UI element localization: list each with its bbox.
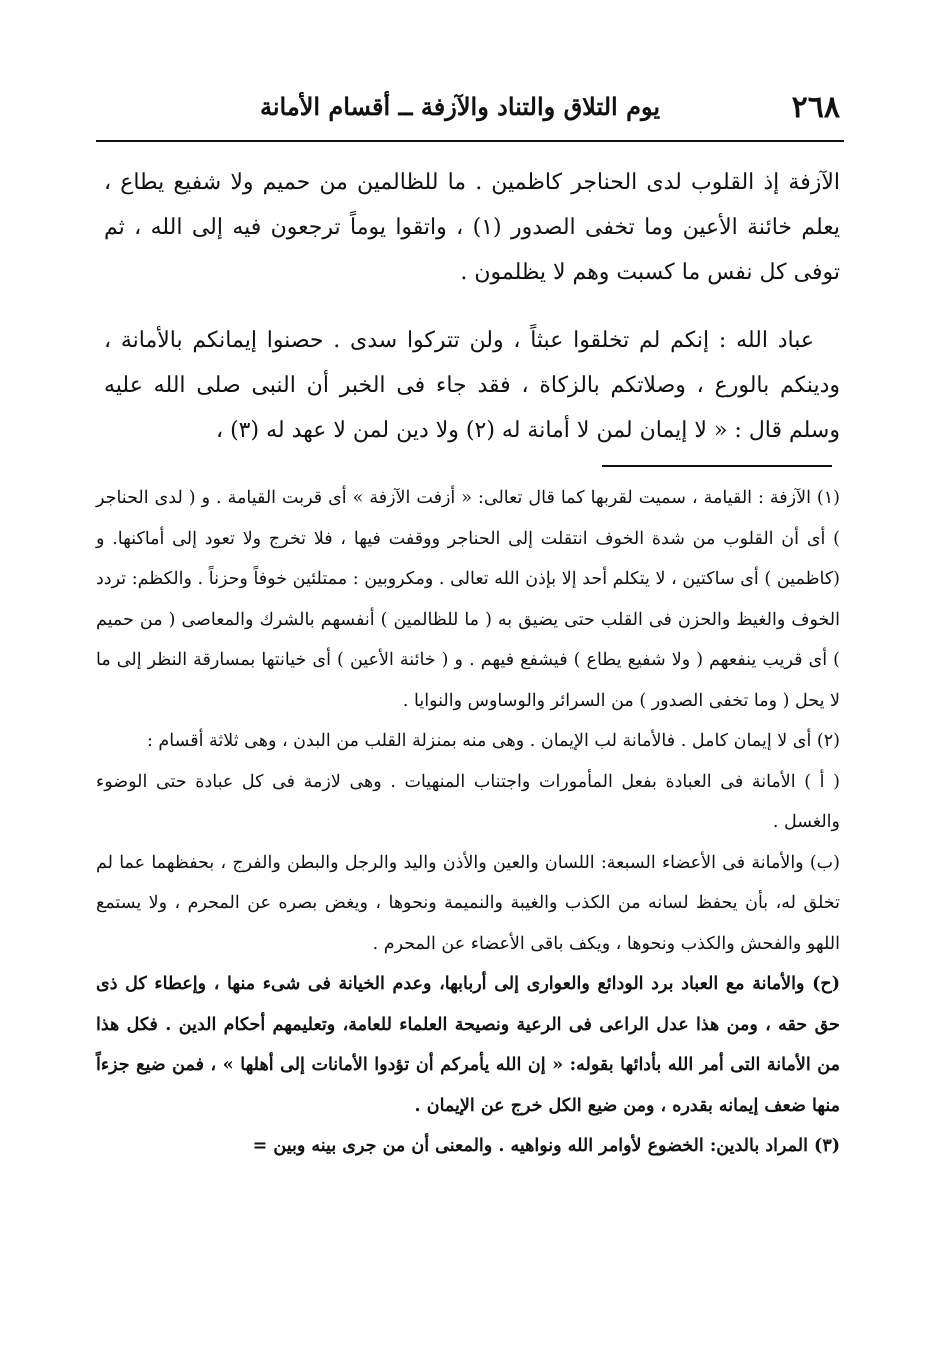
footnote-separator xyxy=(602,465,832,467)
footnotes-section xyxy=(96,478,840,1167)
footnote-2-b: (ب) والأمانة فى الأعضاء السبعة: اللسان والعين والأذن واليد والرجل والبطن والفرج ، بحفظهما عما لم تخلق له، بأن يحفظ لسانه من الكذب والغيبة والنميمة ونحوها ، ويغض بصره عن المحرم ، ولا يستمع اللهو والفحش والكذب ونحوها ، ويكف باقى الأعضاء عن المحرم . xyxy=(96,852,840,954)
running-title: يوم التلاق والتناد والآزفة ــ أقسام الأمانة xyxy=(260,92,661,121)
page-number: ٢٦٨ xyxy=(791,90,840,125)
body-paragraph-1: الآزفة إذ القلوب لدى الحناجر كاظمين . ما للظالمين من حميم ولا شفيع يطاع ، يعلم خائنة الأعين وما تخفى الصدور (١) ، واتقوا يوماً ترجعون فيه إلى الله ، ثم توفى كل نفس ما كسبت وهم لا يظلمون . xyxy=(104,170,841,285)
header-rule xyxy=(96,140,844,142)
body-paragraph-2: عباد الله : إنكم لم تخلقوا عبثاً ، ولن تتركوا سدى . حصنوا إيمانكم بالأمانة ، ودينكم بالورع ، وصلاتكم بالزكاة ، فقد جاء فى الخبر أن النبى صلى الله عليه وسلم قال : « لا إيمان لمن لا أمانة له (٢) ولا دين لمن لا عهد له (٣) ، xyxy=(104,328,840,443)
footnote-2: (٢) أى لا إيمان كامل . فالأمانة لب الإيمان . وهى منه بمنزلة القلب من البدن ، وهى ثلاثة أقسام : xyxy=(146,731,840,751)
footnote-2-c: (ح) والأمانة مع العباد برد الودائع والعوارى إلى أربابها، وعدم الخيانة فى شىء منها ، وإعطاء كل ذى حق حقه ، ومن هذا عدل الراعى فى الرعية ونصيحة العلماء للعامة، وتعليمهم أحكام الدين . فكل هذا من الأمانة التى أمر الله بأدائها بقوله: « إن الله يأمركم أن تؤدوا الأمانات إلى أهلها » ، فمن ضيع جزءاً منها ضعف إيمانه بقدره ، ومن ضيع الكل خرج عن الإيمان . xyxy=(96,974,840,1116)
footnote-2-a: ( أ ) الأمانة فى العبادة بفعل المأمورات واجتناب المنهيات . وهى لازمة فى كل عبادة حتى الوضوء والغسل . xyxy=(96,771,840,832)
page-header xyxy=(96,86,846,126)
footnote-1: (١) الآزفة : القيامة ، سميت لقربها كما قال تعالى: « أزفت الآزفة » أى قربت القيامة . و ( لدى الحناجر ) أى أن القلوب من شدة الخوف انتقلت إلى الحناجر ووقفت فيها ، فلا تخرج ولا تعود إلى أماكنها. و (كاظمين ) أى ساكتين ، لا يتكلم أحد إلا بإذن الله تعالى . ومكروبين : ممتلئين خوفاً وحزناً . والكظم: تردد الخوف والغيظ والحزن فى القلب حتى يضيق به ( ما للظالمين ) أنفسهم بالشرك والمعاصى ( من حميم ) أى قريب ينفعهم ( ولا شفيع يطاع ) فيشفع فيهم . و ( خائنة الأعين ) أى خيانتها بمسارقة النظر إلى ما لا يحل ( وما تخفى الصدور ) من السرائر والوساوس والنوايا . xyxy=(96,488,840,711)
footnote-3: (٣) المراد بالدين: الخضوع لأوامر الله ونواهيه . والمعنى أن من جرى بينه وبين = xyxy=(252,1136,840,1156)
